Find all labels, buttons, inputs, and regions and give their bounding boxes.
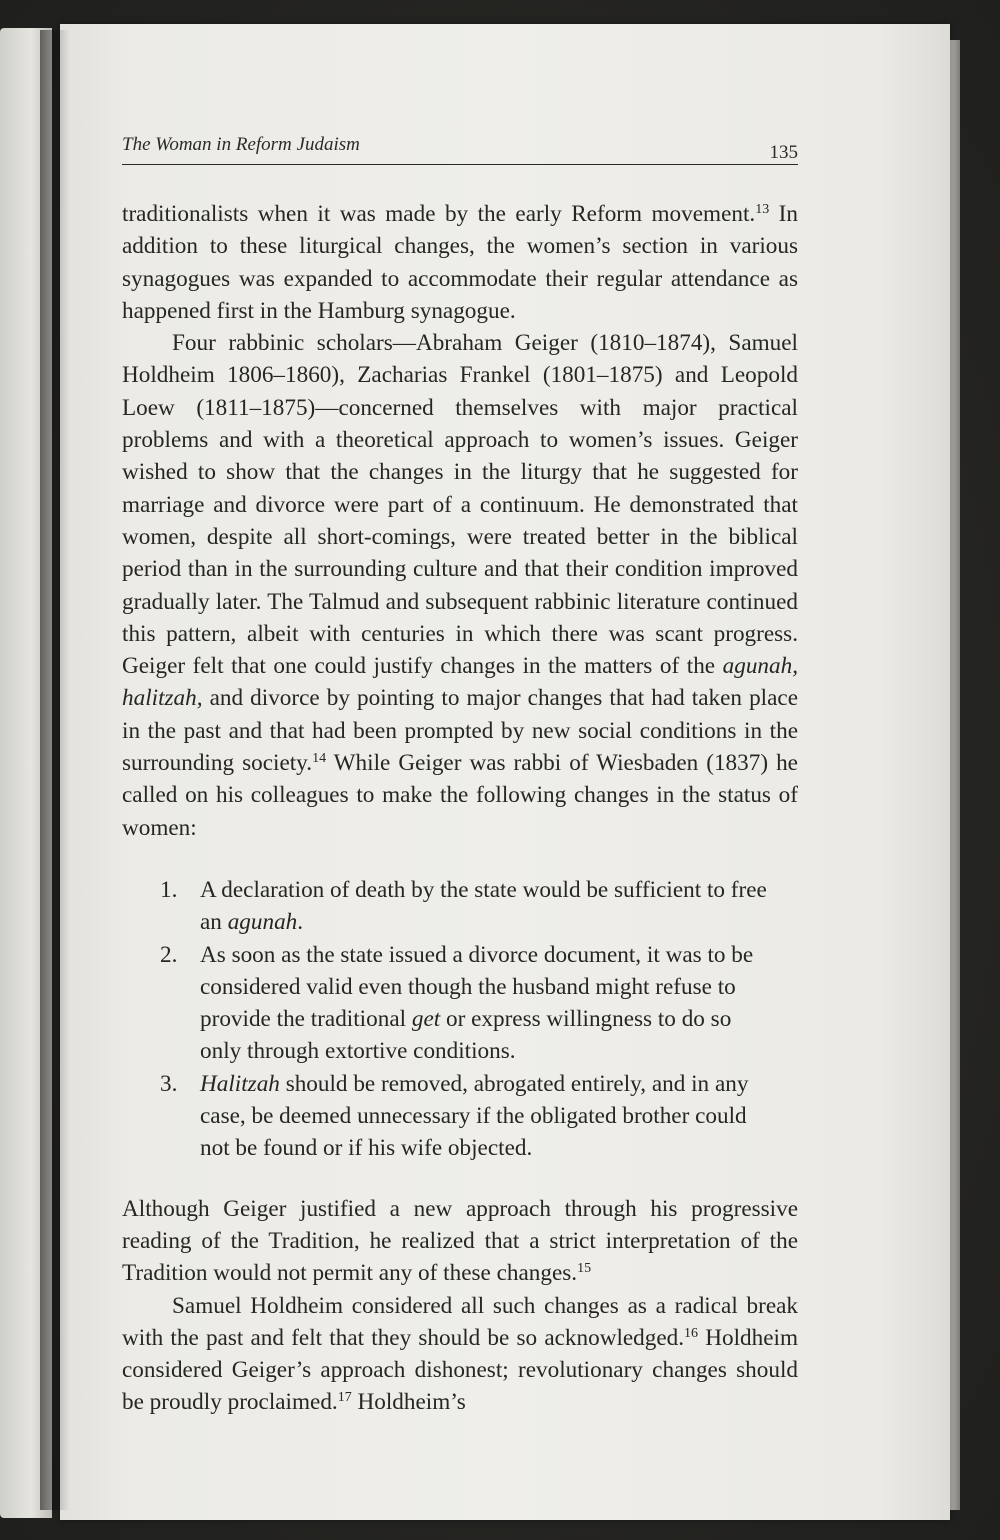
list-item: 1. A declaration of death by the state would be sufficient to free an agunah. (160, 876, 767, 936)
page-number: 135 (769, 142, 798, 163)
footnote-marker: 15 (577, 1261, 592, 1277)
page-header (122, 128, 798, 165)
footnote-marker: 16 (684, 1325, 699, 1341)
list-item: 2. As soon as the state issued a divorce document, it was to be considered valid even though the husband might refuse to provide the traditional get or express willingness to do so only through extortive conditions. (160, 941, 754, 1065)
paragraph-1: traditionalists when it was made by the early Reform movement.$^{13}$ In addition to these liturgical changes, the women’s section in various synagogues was expanded to accommodate their regular attendance as happened first in the Hamburg synagogue. (122, 201, 798, 324)
changes-list (122, 874, 798, 1165)
paragraph-2: Four rabbinic scholars—Abraham Geiger (1810–1874), Samuel Holdheim 1806–1860), Zacharias Frankel (1801–1875) and Leopold Loew (1811–1875)—concerned themselves with major practical problems and with a theoretical approach to women’s issues. Geiger wished to show that the changes in the liturgy that he suggested for marriage and divorce were part of a continuum. He demonstrated that women, despite all short-comings, were treated better in the biblical period than in the surrounding culture and that their condition improved gradually later. The Talmud and subsequent rabbinic literature continued this pattern, albeit with centuries in which there was scant progress. Geiger felt that one could justify changes in the matters of the agunah, halitzah, and divorce by pointing to major changes that had taken place in the past and that had been prompted by new social conditions in the surrounding society.$^{14}$ While Geiger was rabbi of Wiesbaden (1837) he called on his colleagues to make the following changes in the status of women: (122, 330, 798, 841)
footnote-marker: 14 (312, 751, 327, 767)
running-head: The Woman in Reform Judaism (122, 134, 360, 155)
paragraph-4: Samuel Holdheim considered all such changes as a radical break with the past and felt that they should be so acknowledged.$^{16}$ Holdheim considered Geiger’s approach dishonest; revolutionary changes should be proudly proclaimed.$^{17}$ Holdheim’s (122, 1292, 798, 1416)
body-text (122, 198, 798, 1419)
page-stack-edge (950, 40, 960, 1510)
footnote-marker: 13 (755, 202, 770, 217)
gutter-shadow (40, 30, 70, 1510)
book-page (60, 24, 950, 1520)
footnote-marker: 17 (337, 1390, 352, 1406)
paragraph-3: Although Geiger justified a new approach through his progressive reading of the Tradition, he realized that a strict interpretation of the Tradition would not permit any of these changes.$^{15}$ (122, 1195, 798, 1287)
list-item: 3. Halitzah should be removed, abrogated entirely, and in any case, be deemed unnecessary if the obligated brother could not be found or if his wife objected. (160, 1070, 749, 1162)
